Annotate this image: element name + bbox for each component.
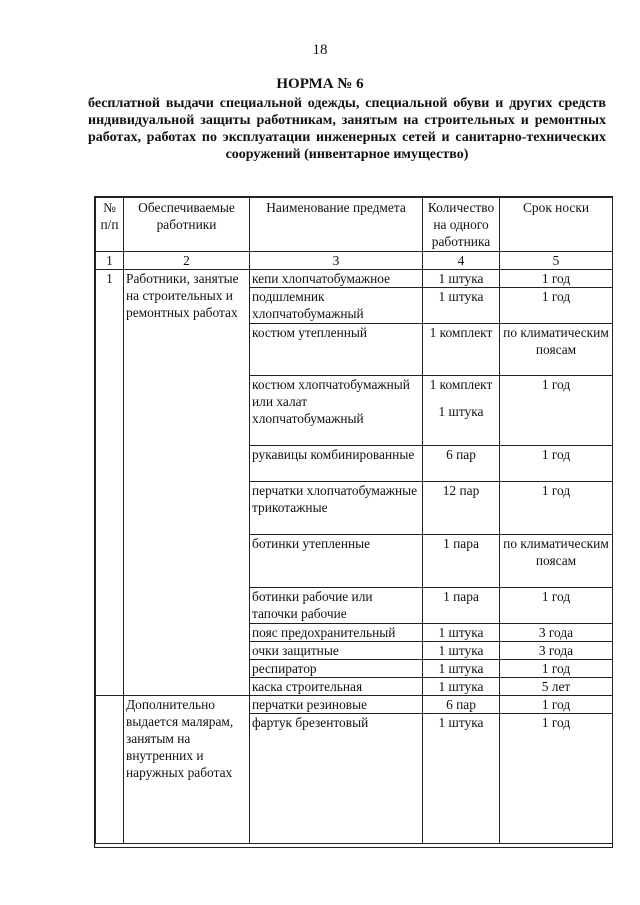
norms-table — [95, 197, 613, 844]
item-name-cell — [250, 376, 423, 446]
item-name: ботинки рабочие или тапочки рабочие — [250, 588, 423, 624]
document-heading: НОРМА № 6 — [276, 76, 364, 92]
item-term: 1 год — [500, 376, 613, 446]
item-quantity: 1 штука — [423, 642, 500, 660]
item-term: по климатическим поясам — [500, 324, 613, 376]
page-number: 18 — [312, 42, 328, 58]
item-quantity: 1 штука — [423, 624, 500, 642]
item-name-alternative: или халат хлопчатобумажный — [252, 394, 364, 426]
header-term: Срок носки — [500, 198, 613, 252]
item-quantity: 1 комплект — [429, 377, 493, 392]
col-number: 5 — [500, 252, 613, 270]
item-term: 1 год — [500, 714, 613, 844]
item-name: респиратор — [250, 660, 423, 678]
header-num: № п/п — [96, 198, 124, 252]
item-quantity-cell — [423, 376, 500, 446]
item-quantity: 6 пар — [423, 696, 500, 714]
column-number-row — [96, 252, 613, 270]
col-number: 2 — [124, 252, 250, 270]
item-term: 3 года — [500, 642, 613, 660]
item-quantity: 6 пар — [423, 446, 500, 482]
header-quantity: Количество на одного работника — [423, 198, 500, 252]
item-quantity: 1 комплект — [423, 324, 500, 376]
col-number: 3 — [250, 252, 423, 270]
item-term: 1 год — [500, 588, 613, 624]
item-quantity: 1 штука — [423, 288, 500, 324]
item-term: 1 год — [500, 696, 613, 714]
item-term: 1 год — [500, 270, 613, 288]
table-row — [96, 270, 613, 288]
table-row — [96, 696, 613, 714]
item-quantity: 12 пар — [423, 482, 500, 535]
item-name: ботинки утепленные — [250, 535, 423, 588]
item-name: перчатки хлопчатобумажные трикотажные — [250, 482, 423, 535]
item-term: 1 год — [500, 660, 613, 678]
item-quantity: 1 пара — [423, 588, 500, 624]
item-term: 5 лет — [500, 678, 613, 696]
item-term: 1 год — [500, 482, 613, 535]
item-term: 1 год — [500, 288, 613, 324]
row-number: 1 — [96, 270, 124, 696]
item-quantity: 1 штука — [423, 270, 500, 288]
item-name: фартук брезентовый — [250, 714, 423, 844]
item-name: костюм утепленный — [250, 324, 423, 376]
item-term: по климатическим поясам — [500, 535, 613, 588]
item-term: 1 год — [500, 446, 613, 482]
table-header-row — [96, 198, 613, 252]
item-quantity: 1 штука — [423, 660, 500, 678]
header-item-name: Наименование предмета — [250, 198, 423, 252]
norms-table-frame — [94, 196, 613, 848]
item-name: кепи хлопчатобумажное — [250, 270, 423, 288]
item-name: костюм хлопчатобумажный — [252, 377, 410, 392]
col-number: 4 — [423, 252, 500, 270]
item-name: подшлемник хлопчатобумажный — [250, 288, 423, 324]
item-quantity: 1 штука — [423, 678, 500, 696]
header-workers: Обеспечиваемые работники — [124, 198, 250, 252]
workers-cell: Дополнительно выдается малярам, занятым на внутренних и наружных работах — [124, 696, 250, 844]
item-quantity-alternative: 1 штука — [438, 404, 484, 419]
item-name: пояс предохранительный — [250, 624, 423, 642]
document-subtitle: бесплатной выдачи специальной одежды, специальной обуви и других средств индивидуальной защиты работникам, занятым на строительных и ремонтных работах, работах по эксплуатации инженерных сетей и санитарно-технических сооружений (инвентарное имущество) — [88, 96, 606, 162]
workers-cell: Работники, занятые на строительных и ремонтных работах — [124, 270, 250, 696]
item-term: 3 года — [500, 624, 613, 642]
col-number: 1 — [96, 252, 124, 270]
item-quantity: 1 пара — [423, 535, 500, 588]
row-number — [96, 696, 124, 844]
item-name: каска строительная — [250, 678, 423, 696]
item-name: рукавицы комбинированные — [250, 446, 423, 482]
item-name: перчатки резиновые — [250, 696, 423, 714]
item-quantity: 1 штука — [423, 714, 500, 844]
item-name: очки защитные — [250, 642, 423, 660]
